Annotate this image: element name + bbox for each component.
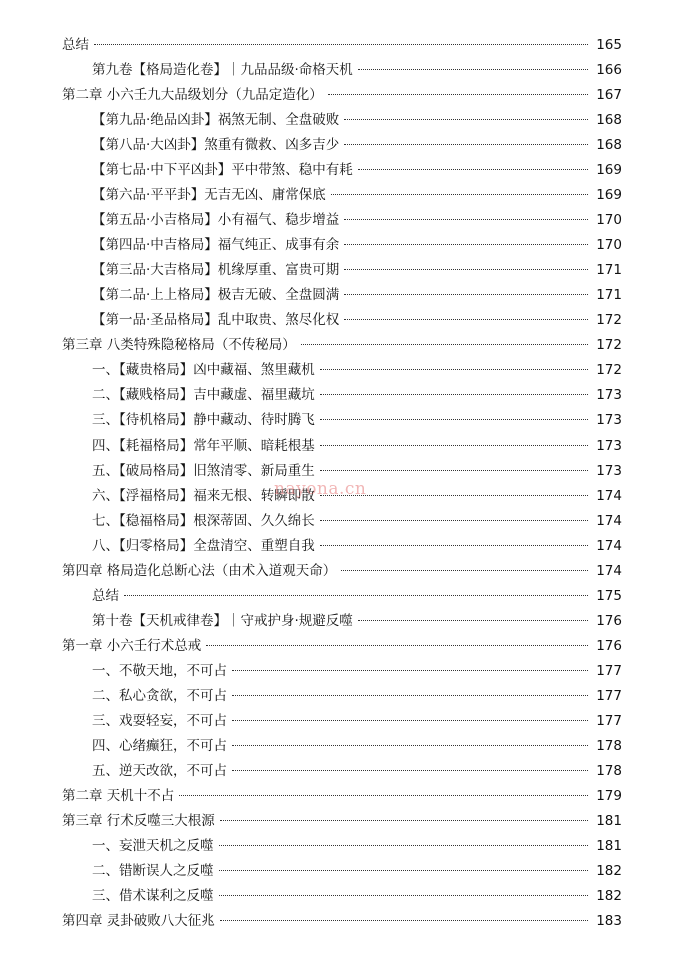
- dot-leader: [232, 670, 588, 671]
- dot-leader: [232, 695, 588, 696]
- toc-entry-page-number: 169: [596, 187, 622, 204]
- dot-leader: [358, 169, 588, 170]
- toc-entry-title: 【第五品·小吉格局】小有福气、稳步增益: [92, 212, 340, 229]
- toc-entry[interactable]: [62, 659, 622, 684]
- dot-leader: [328, 94, 588, 95]
- toc-entry[interactable]: [62, 634, 622, 659]
- toc-entry-page-number: 179: [596, 787, 622, 804]
- dot-leader: [344, 319, 588, 320]
- toc-entry-page-number: 174: [596, 487, 622, 504]
- toc-entry-page-number: 174: [596, 537, 622, 554]
- toc-entry[interactable]: [62, 383, 622, 408]
- toc-entry[interactable]: [62, 884, 622, 909]
- toc-entry-title: 总结: [62, 37, 89, 53]
- toc-entry-title: 六、【浮福格局】福来无根、转瞬即散: [92, 487, 315, 504]
- toc-entry[interactable]: [62, 809, 622, 834]
- toc-entry[interactable]: [62, 859, 622, 884]
- dot-leader: [344, 119, 588, 120]
- toc-entry[interactable]: [62, 108, 622, 133]
- toc-entry-page-number: 173: [596, 412, 622, 429]
- toc-entry-title: 二、私心贪欲，不可占: [92, 687, 227, 704]
- toc-entry-page-number: 168: [596, 137, 622, 154]
- toc-entry-page-number: 174: [596, 512, 622, 529]
- toc-entry-page-number: 177: [596, 687, 622, 704]
- toc-entry[interactable]: [62, 258, 622, 283]
- toc-entry[interactable]: [62, 358, 622, 383]
- toc-entry-page-number: 172: [596, 312, 622, 329]
- toc-entry[interactable]: [62, 434, 622, 459]
- toc-entry-page-number: 182: [596, 888, 622, 905]
- toc-entry-title: 二、错断误人之反噬: [92, 863, 214, 880]
- dot-leader: [341, 570, 588, 571]
- toc-entry[interactable]: [62, 33, 622, 58]
- toc-entry[interactable]: [62, 509, 622, 534]
- table-of-contents: [62, 33, 622, 934]
- toc-entry[interactable]: [62, 734, 622, 759]
- toc-entry-title: 【第九品·绝品凶卦】祸煞无制、全盘破败: [92, 112, 340, 129]
- dot-leader: [320, 445, 588, 446]
- dot-leader: [331, 194, 588, 195]
- toc-entry-page-number: 175: [596, 587, 622, 604]
- toc-entry-title: 五、逆天改欲，不可占: [92, 762, 227, 779]
- toc-entry-page-number: 173: [596, 437, 622, 454]
- toc-entry[interactable]: [62, 83, 622, 108]
- dot-leader: [232, 770, 588, 771]
- toc-entry-page-number: 168: [596, 112, 622, 129]
- toc-entry-title: 三、戏耍轻妄，不可占: [92, 712, 227, 729]
- toc-entry-page-number: 178: [596, 762, 622, 779]
- dot-leader: [219, 845, 589, 846]
- dot-leader: [220, 920, 588, 921]
- dot-leader: [344, 219, 588, 220]
- toc-entry-title: 八、【归零格局】全盘清空、重塑自我: [92, 537, 315, 554]
- dot-leader: [124, 595, 588, 596]
- toc-entry[interactable]: [62, 909, 622, 934]
- dot-leader: [344, 269, 588, 270]
- toc-entry[interactable]: [62, 534, 622, 559]
- toc-entry-title: 第二章 天机十不占: [62, 787, 175, 804]
- toc-entry[interactable]: [62, 408, 622, 433]
- dot-leader: [94, 44, 588, 45]
- dot-leader: [320, 369, 588, 370]
- toc-entry[interactable]: [62, 559, 622, 584]
- toc-entry[interactable]: [62, 584, 622, 609]
- toc-entry-page-number: 165: [596, 37, 622, 53]
- toc-entry-page-number: 183: [596, 913, 622, 930]
- toc-entry-title: 第十卷【天机戒律卷】｜守戒护身·规避反噬: [92, 612, 353, 629]
- toc-entry-title: 五、【破局格局】旧煞清零、新局重生: [92, 462, 315, 479]
- toc-entry[interactable]: [62, 609, 622, 634]
- toc-entry-title: 第四章 格局造化总断心法（由术入道观天命）: [62, 562, 337, 579]
- toc-entry-page-number: 173: [596, 387, 622, 404]
- toc-entry[interactable]: [62, 684, 622, 709]
- dot-leader: [219, 870, 589, 871]
- toc-entry-page-number: 177: [596, 662, 622, 679]
- toc-entry[interactable]: [62, 709, 622, 734]
- toc-entry-title: 【第七品·中下平凶卦】平中带煞、稳中有耗: [92, 162, 353, 179]
- toc-entry[interactable]: [62, 308, 622, 333]
- toc-entry-title: 总结: [92, 587, 119, 604]
- toc-entry-title: 第二章 小六壬九大品级划分（九品定造化）: [62, 87, 323, 104]
- toc-entry-title: 第三章 行术反噬三大根源: [62, 812, 215, 829]
- toc-entry-title: 二、【藏贱格局】吉中藏虚、福里藏坑: [92, 387, 315, 404]
- dot-leader: [344, 244, 588, 245]
- toc-entry-title: 四、【耗福格局】常年平顺、暗耗根基: [92, 437, 315, 454]
- toc-entry-page-number: 181: [596, 812, 622, 829]
- toc-entry-page-number: 166: [596, 62, 622, 79]
- toc-entry-page-number: 171: [596, 262, 622, 279]
- toc-entry-title: 【第一品·圣品格局】乱中取贵、煞尽化权: [92, 312, 340, 329]
- dot-leader: [320, 419, 588, 420]
- toc-entry-page-number: 169: [596, 162, 622, 179]
- toc-entry-title: 【第六品·平平卦】无吉无凶、庸常保底: [92, 187, 326, 204]
- toc-entry[interactable]: [62, 759, 622, 784]
- dot-leader: [206, 645, 588, 646]
- toc-entry[interactable]: [62, 784, 622, 809]
- toc-entry-page-number: 177: [596, 712, 622, 729]
- toc-entry-title: 第四章 灵卦破败八大征兆: [62, 913, 215, 930]
- dot-leader: [220, 820, 588, 821]
- toc-entry-title: 七、【稳福格局】根深蒂固、久久绵长: [92, 512, 315, 529]
- toc-entry-title: 【第四品·中吉格局】福气纯正、成事有余: [92, 237, 340, 254]
- toc-entry-title: 【第三品·大吉格局】机缘厚重、富贵可期: [92, 262, 340, 279]
- toc-entry-page-number: 172: [596, 362, 622, 379]
- toc-entry-page-number: 176: [596, 612, 622, 629]
- dot-leader: [320, 520, 588, 521]
- toc-entry-page-number: 181: [596, 838, 622, 854]
- toc-entry[interactable]: [62, 459, 622, 484]
- toc-entry-title: 【第八品·大凶卦】煞重有微救、凶多吉少: [92, 137, 340, 154]
- dot-leader: [179, 795, 588, 796]
- toc-entry-title: 一、【藏贵格局】凶中藏福、煞里藏机: [92, 362, 315, 379]
- toc-entry[interactable]: [62, 58, 622, 83]
- toc-entry-title: 三、【待机格局】静中藏动、待时腾飞: [92, 412, 315, 429]
- toc-entry[interactable]: [62, 834, 622, 859]
- dot-leader: [219, 895, 589, 896]
- toc-entry-page-number: 172: [596, 337, 622, 354]
- toc-entry-page-number: 173: [596, 462, 622, 479]
- toc-entry[interactable]: [62, 333, 622, 358]
- dot-leader: [344, 294, 588, 295]
- toc-entry[interactable]: [62, 133, 622, 158]
- dot-leader: [320, 545, 588, 546]
- toc-entry[interactable]: [62, 283, 622, 308]
- toc-entry[interactable]: [62, 233, 622, 258]
- toc-entry-title: 【第二品·上上格局】极吉无破、全盘圆满: [92, 287, 340, 304]
- toc-entry[interactable]: [62, 208, 622, 233]
- toc-entry[interactable]: [62, 183, 622, 208]
- toc-entry-title: 第一章 小六壬行术总戒: [62, 637, 202, 654]
- dot-leader: [320, 495, 588, 496]
- toc-entry-title: 第三章 八类特殊隐秘格局（不传秘局）: [62, 337, 296, 354]
- dot-leader: [320, 394, 588, 395]
- toc-entry-page-number: 178: [596, 737, 622, 754]
- toc-entry-page-number: 176: [596, 637, 622, 654]
- dot-leader: [358, 69, 588, 70]
- dot-leader: [232, 745, 588, 746]
- dot-leader: [232, 720, 588, 721]
- dot-leader: [344, 144, 588, 145]
- toc-entry-title: 三、借术谋利之反噬: [92, 888, 214, 905]
- toc-entry-title: 一、妄泄天机之反噬: [92, 838, 214, 854]
- toc-entry-page-number: 170: [596, 237, 622, 254]
- toc-entry[interactable]: [62, 158, 622, 183]
- dot-leader: [301, 344, 588, 345]
- dot-leader: [358, 620, 588, 621]
- toc-entry-title: 四、心绪癫狂，不可占: [92, 737, 227, 754]
- toc-entry-page-number: 182: [596, 863, 622, 880]
- watermark: nayona.cn: [274, 479, 367, 499]
- toc-entry-page-number: 171: [596, 287, 622, 304]
- toc-entry-page-number: 167: [596, 87, 622, 104]
- toc-entry-page-number: 174: [596, 562, 622, 579]
- toc-entry-title: 第九卷【格局造化卷】｜九品品级·命格天机: [92, 62, 353, 79]
- dot-leader: [320, 470, 588, 471]
- toc-entry[interactable]: [62, 484, 622, 509]
- toc-entry-title: 一、不敬天地，不可占: [92, 662, 227, 679]
- toc-entry-page-number: 170: [596, 212, 622, 229]
